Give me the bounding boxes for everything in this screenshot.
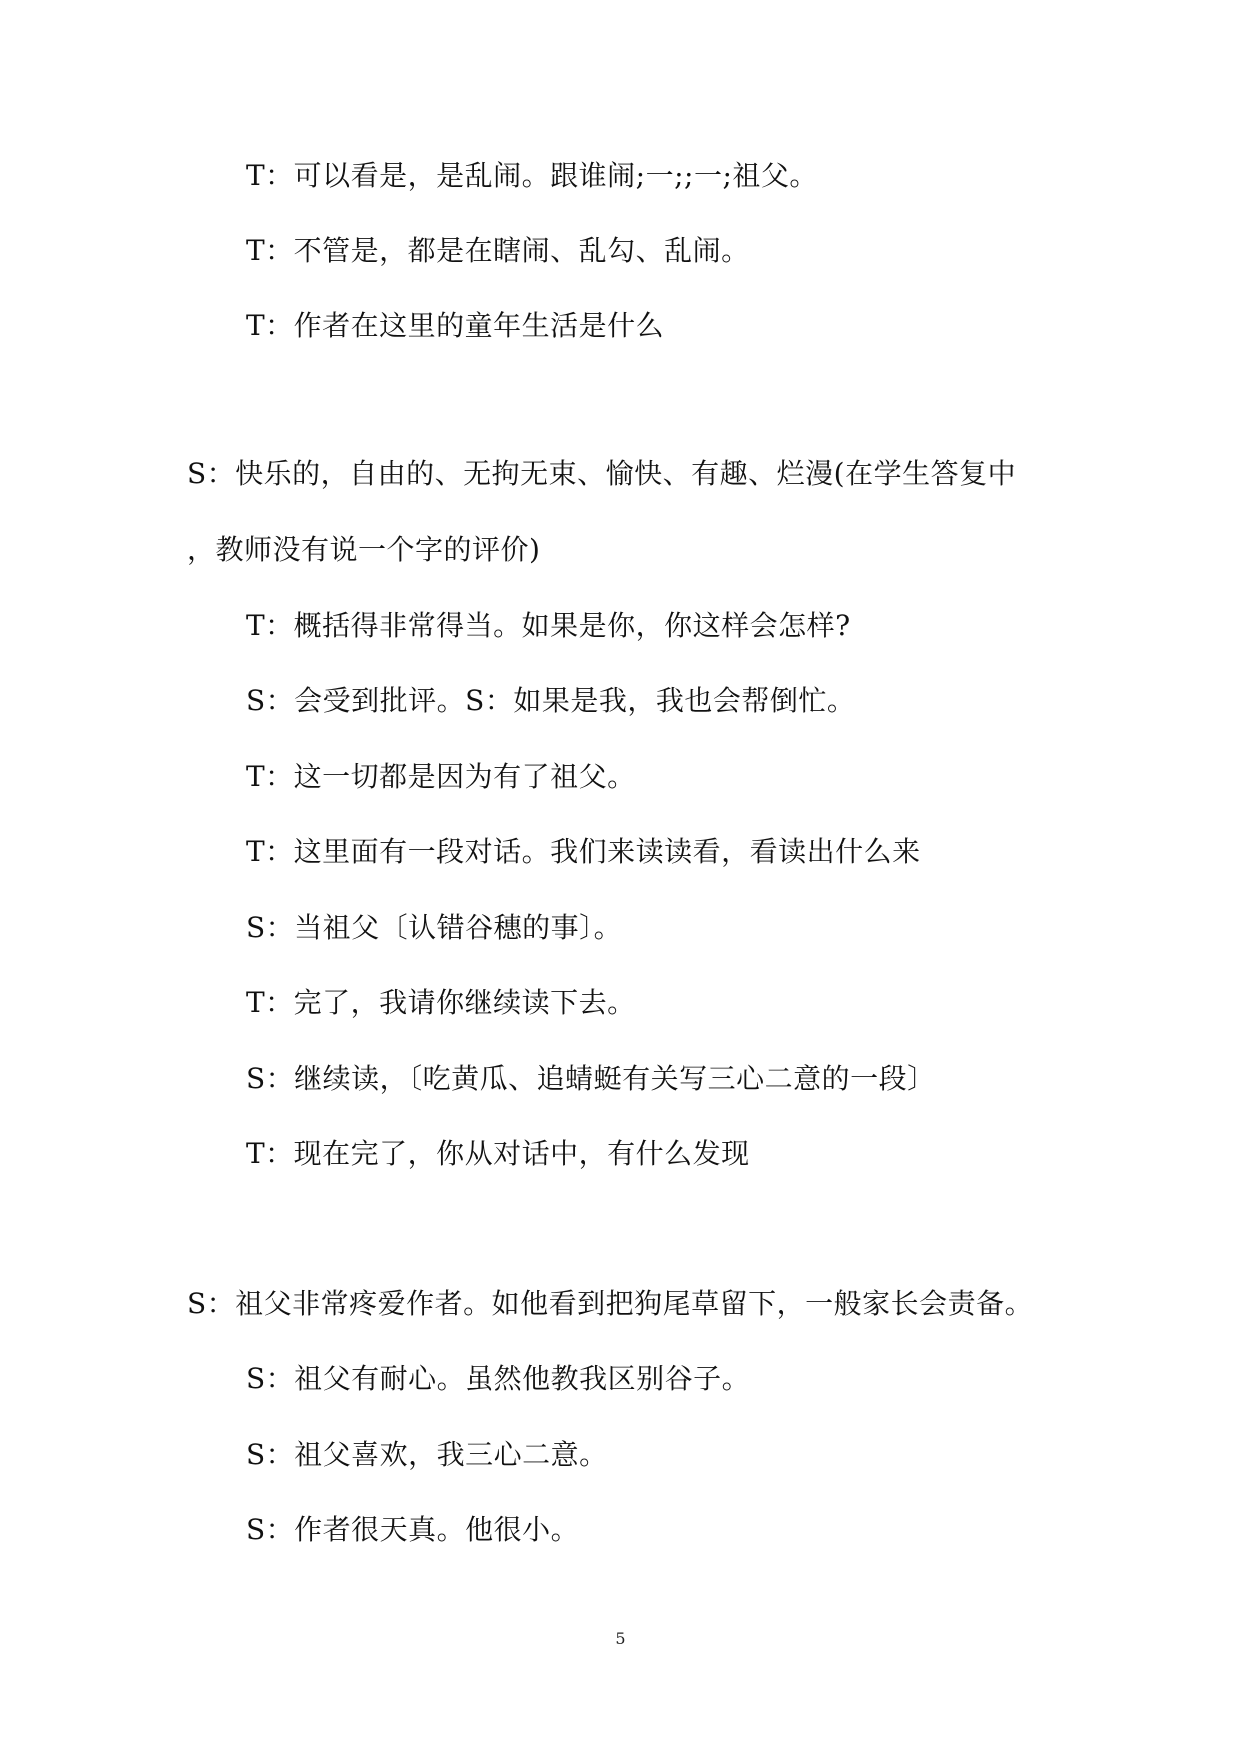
text-line-12: S：继续读，〔吃黄瓜、追蜻蜓有关写三心二意的一段〕 <box>246 1062 936 1095</box>
text-line-15: S：祖父有耐心。虽然他教我区别谷子。 <box>246 1362 751 1395</box>
text-line-16: S：祖父喜欢，我三心二意。 <box>246 1438 608 1471</box>
page-number: 5 <box>615 1629 626 1648</box>
text-line-7: S：会受到批评。S：如果是我，我也会帮倒忙。 <box>246 684 856 717</box>
text-line-2: T：不管是，都是在瞎闹、乱勾、乱闹。 <box>246 234 750 267</box>
text-line-4: S：快乐的，自由的、无拘无束、愉快、有趣、烂漫(在学生答复中 <box>187 457 1017 490</box>
text-line-13: T：现在完了，你从对话中，有什么发现 <box>246 1137 750 1170</box>
text-line-3: T：作者在这里的童年生活是什么 <box>246 309 665 342</box>
text-line-5: ，教师没有说一个字的评价) <box>187 533 541 566</box>
text-line-14: S：祖父非常疼爱作者。如他看到把狗尾草留下，一般家长会责备。 <box>187 1287 1034 1320</box>
text-line-9: T：这里面有一段对话。我们来读读看，看读出什么来 <box>246 835 921 868</box>
text-line-1: T：可以看是，是乱闹。跟谁闹;一;;一;祖父。 <box>246 159 818 192</box>
text-line-6: T：概括得非常得当。如果是你，你这样会怎样? <box>246 609 851 642</box>
text-line-17: S：作者很天真。他很小。 <box>246 1513 580 1546</box>
text-line-10: S：当祖父〔认错谷穗的事〕。 <box>246 911 623 944</box>
text-line-11: T：完了，我请你继续读下去。 <box>246 986 636 1019</box>
text-line-8: T：这一切都是因为有了祖父。 <box>246 760 636 793</box>
